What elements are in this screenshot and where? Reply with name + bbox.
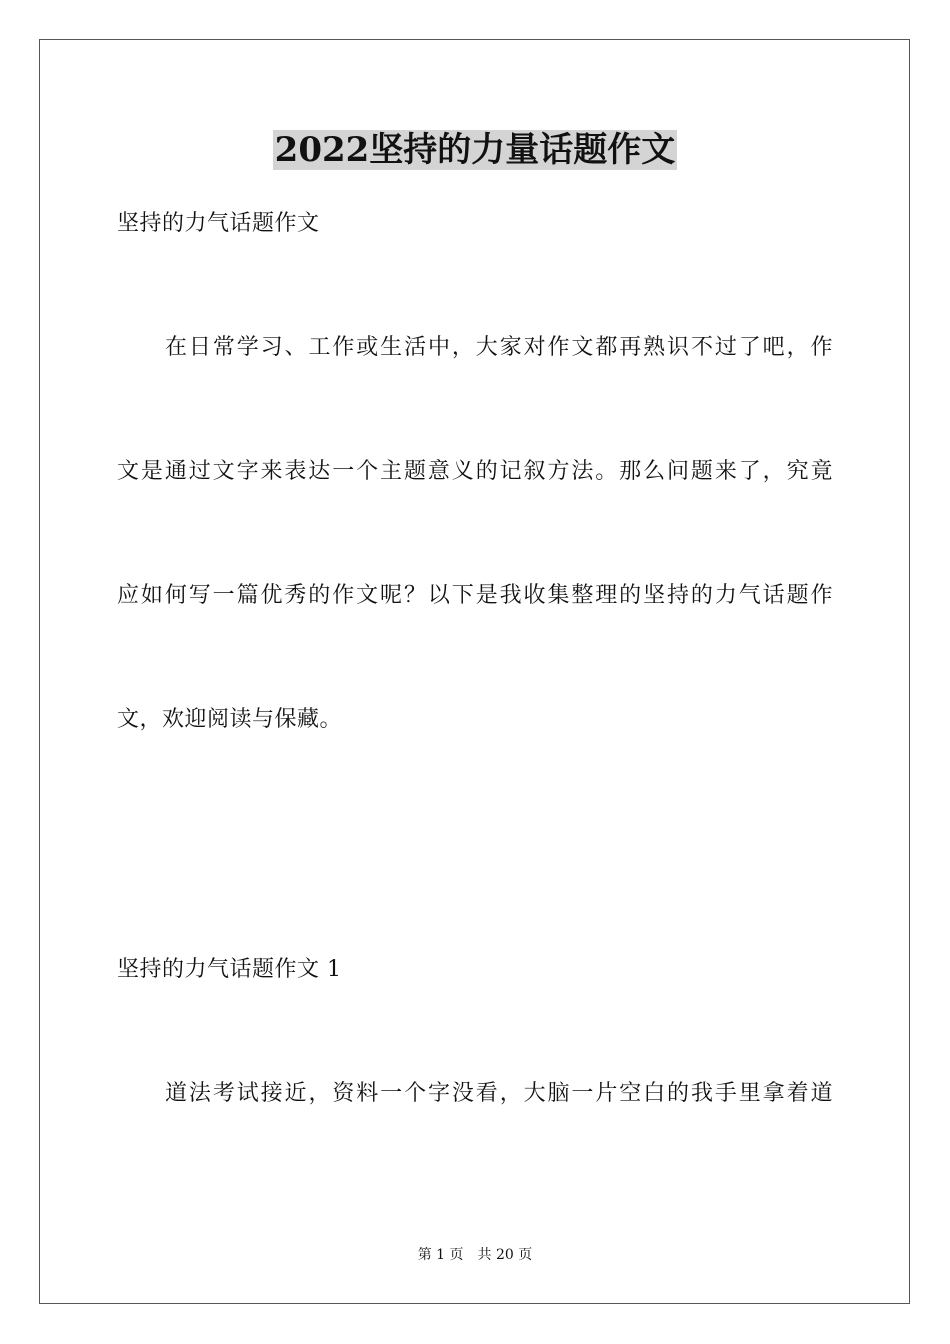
paragraph-line: 文是通过文字来表达一个主题意义的记叙方法。那么问题来了，究竟 — [117, 459, 833, 484]
section-heading: 坚持的力气话题作文 1 — [117, 957, 342, 982]
document-subtitle: 坚持的力气话题作文 — [117, 211, 320, 236]
document-title — [0, 126, 950, 174]
page-footer — [0, 1245, 950, 1265]
paragraph-line: 在日常学习、工作或生活中，大家对作文都再熟识不过了吧，作 — [165, 335, 833, 360]
paragraph-line: 道法考试接近，资料一个字没看，大脑一片空白的我手里拿着道 — [165, 1081, 833, 1106]
page-number-label: 第 1 页 — [417, 1247, 464, 1263]
paragraph-line: 文，欢迎阅读与保藏。 — [117, 707, 343, 732]
paragraph-line: 应如何写一篇优秀的作文呢？以下是我收集整理的坚持的力气话题作 — [117, 583, 833, 608]
page-total-label: 共 20 页 — [477, 1247, 533, 1263]
document-title-text: 2022坚持的力量话题作文 — [274, 130, 676, 170]
